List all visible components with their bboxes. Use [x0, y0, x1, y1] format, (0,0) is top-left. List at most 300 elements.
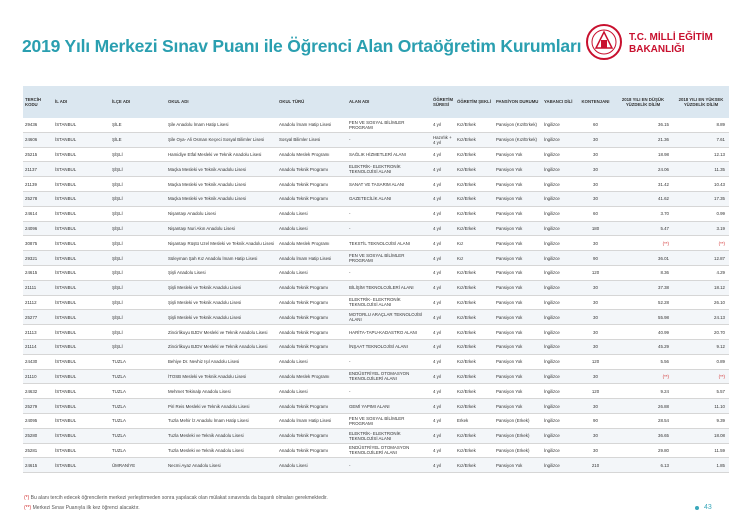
- table-row: [23, 132, 729, 147]
- table-cell: 30: [578, 428, 613, 443]
- table-cell: TUZLA: [110, 413, 166, 428]
- table-cell: İngilizce: [542, 147, 578, 162]
- table-cell: -: [347, 132, 431, 147]
- table-cell: İngilizce: [542, 206, 578, 221]
- table-cell: İSTANBUL: [53, 339, 110, 354]
- table-cell: 9.24: [613, 384, 673, 399]
- table-cell: Necmi Ayaz Anadolu Lisesi: [166, 458, 277, 473]
- table-cell: İSTANBUL: [53, 443, 110, 458]
- table-cell: Kız/Erkek: [455, 369, 494, 384]
- table-cell: Anadolu Teknik Programı: [277, 310, 347, 325]
- table-cell: (**): [673, 236, 729, 251]
- brand-line-1: T.C. MİLLİ EĞİTİM: [629, 32, 713, 43]
- footnote-2: [24, 505, 140, 511]
- table-cell: İSTANBUL: [53, 177, 110, 192]
- table-cell: İngilizce: [542, 458, 578, 473]
- table-cell: 4 yıl: [431, 413, 455, 428]
- table-cell: Anadolu Meslek Programı: [277, 369, 347, 384]
- table-cell: İngilizce: [542, 399, 578, 414]
- table-cell: İSTANBUL: [53, 280, 110, 295]
- table-cell: Kız/Erkek: [455, 191, 494, 206]
- table-cell: Kız/Erkek: [455, 384, 494, 399]
- table-cell: Zincirlikuyu BJDV Mesleki ve Teknik Anadolu Lisesi: [166, 339, 277, 354]
- table-cell: Anadolu Lisesi: [277, 458, 347, 473]
- table-cell: -: [347, 265, 431, 280]
- table-cell: 30: [578, 236, 613, 251]
- column-header: PANSİYON DURUMU: [494, 86, 542, 118]
- table-cell: -: [347, 458, 431, 473]
- table-cell: 3.19: [673, 221, 729, 236]
- table-cell: ELEKTRİK- ELEKTRONİK TEKNOLOJİSİ ALANI: [347, 295, 431, 310]
- column-header: ÖĞRETİM ŞEKLİ: [455, 86, 494, 118]
- table-cell: 4 yıl: [431, 236, 455, 251]
- meb-logo-icon: [584, 22, 624, 62]
- table-cell: Kız/Erkek: [455, 295, 494, 310]
- table-cell: 120: [578, 265, 613, 280]
- table-cell: Pansiyon Yok: [494, 251, 542, 266]
- table-cell: Kız/Erkek: [455, 265, 494, 280]
- table-cell: Pansiyon Yok: [494, 236, 542, 251]
- table-cell: 24095: [23, 413, 53, 428]
- table-cell: İSTANBUL: [53, 251, 110, 266]
- table-cell: 37.38: [613, 280, 673, 295]
- table-cell: 1.85: [673, 458, 729, 473]
- table-cell: Maçka Mesleki ve Teknik Anadolu Lisesi: [166, 177, 277, 192]
- table-cell: Anadolu Teknik Programı: [277, 428, 347, 443]
- table-cell: 30: [578, 132, 613, 147]
- table-cell: 8.36: [613, 265, 673, 280]
- table-cell: ŞİŞLİ: [110, 206, 166, 221]
- table-cell: -: [347, 354, 431, 369]
- table-cell: Pansiyon Yok: [494, 191, 542, 206]
- table-cell: -: [347, 221, 431, 236]
- table-cell: Pansiyon (Erkek): [494, 413, 542, 428]
- table-cell: 4 yıl: [431, 399, 455, 414]
- table-cell: Nişantaşı Nuri Akın Anadolu Lisesi: [166, 221, 277, 236]
- table-cell: 25215: [23, 147, 53, 162]
- table-cell: Kız/Erkek: [455, 118, 494, 132]
- table-cell: 18.12: [673, 280, 729, 295]
- table-row: [23, 221, 729, 236]
- table-cell: İSTANBUL: [53, 221, 110, 236]
- table-row: [23, 265, 729, 280]
- table-cell: 25279: [23, 399, 53, 414]
- table-cell: 18.08: [673, 428, 729, 443]
- table-cell: 24606: [23, 132, 53, 147]
- table-cell: İSTANBUL: [53, 147, 110, 162]
- table-cell: Nişantaşı Anadolu Lisesi: [166, 206, 277, 221]
- table-cell: 41.62: [613, 191, 673, 206]
- table-cell: 30: [578, 280, 613, 295]
- table-cell: İngilizce: [542, 221, 578, 236]
- table-cell: İSTANBUL: [53, 384, 110, 399]
- column-header: YABANCI DİLİ: [542, 86, 578, 118]
- table-cell: İSTANBUL: [53, 265, 110, 280]
- table-cell: İSTANBUL: [53, 118, 110, 132]
- table-cell: 17.35: [673, 191, 729, 206]
- table-cell: ŞİŞLİ: [110, 162, 166, 177]
- table-cell: Anadolu Teknik Programı: [277, 191, 347, 206]
- table-cell: 4 yıl: [431, 265, 455, 280]
- table-cell: 60: [578, 206, 613, 221]
- table-cell: Pansiyon Yok: [494, 177, 542, 192]
- table-cell: Kız/Erkek: [455, 399, 494, 414]
- table-cell: 25277: [23, 310, 53, 325]
- table-cell: 7.61: [673, 132, 729, 147]
- table-cell: İSTANBUL: [53, 310, 110, 325]
- table-cell: 30875: [23, 236, 53, 251]
- table-cell: 4 yıl: [431, 251, 455, 266]
- table-row: [23, 236, 729, 251]
- table-cell: Hazırlık + 4 yıl: [431, 132, 455, 147]
- table-cell: 30: [578, 147, 613, 162]
- table-cell: 4 yıl: [431, 280, 455, 295]
- table-cell: 30: [578, 325, 613, 340]
- table-header-row: [23, 86, 729, 118]
- table-cell: Kız/Erkek: [455, 280, 494, 295]
- table-row: [23, 369, 729, 384]
- table-cell: ŞİŞLİ: [110, 280, 166, 295]
- table-cell: Anadolu Lisesi: [277, 384, 347, 399]
- table-cell: Şişli Mesleki ve Teknik Anadolu Lisesi: [166, 310, 277, 325]
- table-cell: Süleyman Şah Kız Anadolu İmam Hatip Lisesi: [166, 251, 277, 266]
- table-cell: (**): [613, 369, 673, 384]
- table-row: [23, 280, 729, 295]
- schools-table: [23, 86, 729, 473]
- table-cell: TUZLA: [110, 443, 166, 458]
- table-cell: BİLİŞİM TEKNOLOJİLERİ ALANI: [347, 280, 431, 295]
- table-row: [23, 118, 729, 132]
- table-row: [23, 354, 729, 369]
- table-cell: ŞİŞLİ: [110, 265, 166, 280]
- table-cell: 21.36: [613, 132, 673, 147]
- table-cell: FEN VE SOSYAL BİLİMLER PROGRAMI: [347, 251, 431, 266]
- table-cell: Piri Reis Mesleki ve Teknik Anadolu Lisesi: [166, 399, 277, 414]
- table-cell: 24615: [23, 458, 53, 473]
- table-cell: 11.35: [673, 162, 729, 177]
- table-cell: 21112: [23, 295, 53, 310]
- table-cell: İSTANBUL: [53, 132, 110, 147]
- table-cell: İSTANBUL: [53, 236, 110, 251]
- table-cell: ŞİŞLİ: [110, 310, 166, 325]
- table-cell: GAZETECİLİK ALANI: [347, 191, 431, 206]
- table-cell: SAĞLIK HİZMETLERİ ALANI: [347, 147, 431, 162]
- table-cell: Kız: [455, 251, 494, 266]
- table-cell: İngilizce: [542, 354, 578, 369]
- table-row: [23, 206, 729, 221]
- table-cell: 0.99: [673, 206, 729, 221]
- table-cell: Anadolu Meslek Programı: [277, 147, 347, 162]
- table-cell: İngilizce: [542, 280, 578, 295]
- column-header: ÖĞRETİM SÜRESİ: [431, 86, 455, 118]
- table-cell: 36.01: [613, 251, 673, 266]
- table-cell: İngilizce: [542, 132, 578, 147]
- table-cell: 4.29: [673, 265, 729, 280]
- table-cell: İSTANBUL: [53, 191, 110, 206]
- table-cell: Pansiyon Yok: [494, 369, 542, 384]
- table-cell: Pansiyon Yok: [494, 354, 542, 369]
- table-cell: Pansiyon Yok: [494, 206, 542, 221]
- table-cell: 90: [578, 413, 613, 428]
- table-cell: ŞİŞLİ: [110, 339, 166, 354]
- table-cell: İTOSB Mesleki ve Teknik Anadolu Lisesi: [166, 369, 277, 384]
- table-cell: 4 yıl: [431, 162, 455, 177]
- table-cell: Anadolu Teknik Programı: [277, 295, 347, 310]
- table-cell: 28.54: [613, 413, 673, 428]
- table-cell: Kız/Erkek: [455, 325, 494, 340]
- table-cell: 8.89: [673, 118, 729, 132]
- table-cell: TUZLA: [110, 369, 166, 384]
- table-cell: İngilizce: [542, 177, 578, 192]
- table-cell: Pansiyon (Kız/Erkek): [494, 132, 542, 147]
- table-cell: Kız/Erkek: [455, 162, 494, 177]
- table-cell: 6.13: [613, 458, 673, 473]
- table-row: [23, 428, 729, 443]
- table-cell: HARİTA-TAPU-KADASTRO ALANI: [347, 325, 431, 340]
- table-cell: 4 yıl: [431, 118, 455, 132]
- table-cell: 12.87: [673, 251, 729, 266]
- table-cell: İSTANBUL: [53, 399, 110, 414]
- table-cell: 12.13: [673, 147, 729, 162]
- page-dot-icon: [695, 506, 699, 510]
- table-cell: Anadolu İmam Hatip Lisesi: [277, 118, 347, 132]
- table-cell: 24614: [23, 206, 53, 221]
- table-cell: 24096: [23, 221, 53, 236]
- table-row: [23, 147, 729, 162]
- table-cell: Kız/Erkek: [455, 354, 494, 369]
- table-cell: Anadolu Teknik Programı: [277, 399, 347, 414]
- footnote-mark: (**): [24, 505, 32, 511]
- table-cell: 29436: [23, 118, 53, 132]
- table-cell: 20.70: [673, 325, 729, 340]
- table-cell: 11.59: [673, 443, 729, 458]
- table-cell: 5.57: [673, 384, 729, 399]
- table-cell: Pansiyon Yok: [494, 325, 542, 340]
- table-cell: SANAT VE TASARIM ALANI: [347, 177, 431, 192]
- footnote-text: Merkezi Sınav Puanıyla ilk kez öğrenci alacaktır.: [32, 505, 140, 511]
- table-cell: ŞİŞLİ: [110, 177, 166, 192]
- table-cell: 4 yıl: [431, 369, 455, 384]
- table-cell: 30: [578, 339, 613, 354]
- table-cell: İngilizce: [542, 339, 578, 354]
- table-cell: Anadolu Meslek Programı: [277, 236, 347, 251]
- table-cell: İngilizce: [542, 236, 578, 251]
- table-cell: İSTANBUL: [53, 325, 110, 340]
- table-cell: 4 yıl: [431, 339, 455, 354]
- table-cell: 31.42: [613, 177, 673, 192]
- table-cell: 45.29: [613, 339, 673, 354]
- column-header: ALAN ADI: [347, 86, 431, 118]
- table-cell: Anadolu Teknik Programı: [277, 162, 347, 177]
- table-cell: ŞİŞLİ: [110, 221, 166, 236]
- table-cell: Kız/Erkek: [455, 147, 494, 162]
- table-cell: 30: [578, 443, 613, 458]
- table-cell: TUZLA: [110, 384, 166, 399]
- table-cell: 90: [578, 251, 613, 266]
- table-cell: 30: [578, 369, 613, 384]
- table-cell: 21111: [23, 280, 53, 295]
- table-cell: İSTANBUL: [53, 413, 110, 428]
- table-cell: Pansiyon (Erkek): [494, 443, 542, 458]
- table-cell: Anadolu Teknik Programı: [277, 325, 347, 340]
- table-cell: FEN VE SOSYAL BİLİMLER PROGRAMI: [347, 413, 431, 428]
- table-cell: 29.80: [613, 443, 673, 458]
- table-row: [23, 399, 729, 414]
- table-cell: 4 yıl: [431, 191, 455, 206]
- table-cell: Kız/Erkek: [455, 428, 494, 443]
- table-cell: Anadolu Lisesi: [277, 206, 347, 221]
- table-cell: 29321: [23, 251, 53, 266]
- table-cell: ÜMRANİYE: [110, 458, 166, 473]
- table-cell: ŞİŞLİ: [110, 191, 166, 206]
- table-row: [23, 177, 729, 192]
- column-header: KONTENJANI: [578, 86, 613, 118]
- table-cell: İngilizce: [542, 251, 578, 266]
- brand-line-2: BAKANLIĞI: [629, 44, 685, 55]
- table-cell: 4 yıl: [431, 147, 455, 162]
- table-cell: ŞİŞLİ: [110, 325, 166, 340]
- table-cell: Şişli Mesleki ve Teknik Anadolu Lisesi: [166, 280, 277, 295]
- table-cell: 4 yıl: [431, 443, 455, 458]
- table-cell: Erkek: [455, 413, 494, 428]
- table-cell: TEKSTİL TEKNOLOJİSİ ALANI: [347, 236, 431, 251]
- table-cell: 18.98: [613, 147, 673, 162]
- table-cell: 4 yıl: [431, 384, 455, 399]
- table-cell: ŞİLE: [110, 118, 166, 132]
- table-cell: 4 yıl: [431, 458, 455, 473]
- table-cell: Pansiyon Yok: [494, 162, 542, 177]
- column-header: OKUL TÜRÜ: [277, 86, 347, 118]
- table-cell: 36.15: [613, 118, 673, 132]
- table-cell: Anadolu Lisesi: [277, 265, 347, 280]
- table-cell: ELEKTRİK- ELEKTRONİK TEKNOLOJİSİ ALANI: [347, 162, 431, 177]
- table-cell: 210: [578, 458, 613, 473]
- table-cell: İngilizce: [542, 325, 578, 340]
- table-row: [23, 458, 729, 473]
- table-cell: 11.10: [673, 399, 729, 414]
- table-cell: -: [347, 384, 431, 399]
- table-cell: GEMİ YAPIMI ALANI: [347, 399, 431, 414]
- table-cell: 4 yıl: [431, 428, 455, 443]
- table-cell: Anadolu İmam Hatip Lisesi: [277, 413, 347, 428]
- table-cell: Kız/Erkek: [455, 177, 494, 192]
- table-cell: 24.06: [613, 162, 673, 177]
- table-cell: 26.88: [613, 399, 673, 414]
- table-cell: İSTANBUL: [53, 369, 110, 384]
- table-cell: 21139: [23, 177, 53, 192]
- table-cell: Anadolu Teknik Programı: [277, 280, 347, 295]
- table-cell: Şile Oya- Ali Osman Keçeci Sosyal Bilimler Lisesi: [166, 132, 277, 147]
- table-row: [23, 191, 729, 206]
- table-cell: 9.39: [673, 413, 729, 428]
- table-cell: 180: [578, 221, 613, 236]
- table-cell: Kız: [455, 236, 494, 251]
- table-cell: 10.43: [673, 177, 729, 192]
- footnote-1: [24, 495, 328, 501]
- table-cell: 40.99: [613, 325, 673, 340]
- table-row: [23, 384, 729, 399]
- table-cell: 21114: [23, 339, 53, 354]
- table-cell: İNŞAAT TEKNOLOJİSİ ALANI: [347, 339, 431, 354]
- table-cell: Pansiyon Yok: [494, 310, 542, 325]
- table-body: [23, 118, 729, 473]
- table-cell: İngilizce: [542, 118, 578, 132]
- table-cell: Anadolu Teknik Programı: [277, 177, 347, 192]
- table-cell: Şişli Anadolu Lisesi: [166, 265, 277, 280]
- footnote-mark: (*): [24, 495, 30, 501]
- table-cell: Anadolu Lisesi: [277, 354, 347, 369]
- table-cell: Kız/Erkek: [455, 206, 494, 221]
- table-cell: 120: [578, 384, 613, 399]
- table-cell: 36.65: [613, 428, 673, 443]
- table-cell: 4 yıl: [431, 177, 455, 192]
- table-cell: Şişli Mesleki ve Teknik Anadolu Lisesi: [166, 295, 277, 310]
- table-cell: 21110: [23, 369, 53, 384]
- table-cell: Anadolu Lisesi: [277, 221, 347, 236]
- table-cell: 5.56: [613, 354, 673, 369]
- table-cell: Anadolu İmam Hatip Lisesi: [277, 251, 347, 266]
- table-cell: (**): [613, 236, 673, 251]
- table-cell: TUZLA: [110, 354, 166, 369]
- table-cell: Maçka Mesleki ve Teknik Anadolu Lisesi: [166, 162, 277, 177]
- table-cell: 0.89: [673, 354, 729, 369]
- table-cell: 4 yıl: [431, 325, 455, 340]
- table-cell: ŞİŞLİ: [110, 295, 166, 310]
- table-cell: 4 yıl: [431, 206, 455, 221]
- table-cell: Kız/Erkek: [455, 458, 494, 473]
- table-cell: 30: [578, 191, 613, 206]
- table-cell: İngilizce: [542, 413, 578, 428]
- table-cell: 60: [578, 118, 613, 132]
- table-cell: 4 yıl: [431, 354, 455, 369]
- table-cell: İngilizce: [542, 384, 578, 399]
- table-cell: İSTANBUL: [53, 206, 110, 221]
- table-row: [23, 251, 729, 266]
- table-cell: İngilizce: [542, 369, 578, 384]
- table-cell: İSTANBUL: [53, 162, 110, 177]
- table-row: [23, 325, 729, 340]
- table-cell: 5.47: [613, 221, 673, 236]
- table-cell: Pansiyon Yok: [494, 384, 542, 399]
- table-cell: 25278: [23, 191, 53, 206]
- table-cell: 30: [578, 177, 613, 192]
- table-row: [23, 339, 729, 354]
- table-cell: Mehmet Tekinalp Anadolu Lisesi: [166, 384, 277, 399]
- table-cell: 25280: [23, 428, 53, 443]
- table-cell: ŞİŞLİ: [110, 236, 166, 251]
- table-cell: ŞİŞLİ: [110, 251, 166, 266]
- table-cell: Kız/Erkek: [455, 310, 494, 325]
- table-cell: Kız/Erkek: [455, 221, 494, 236]
- table-cell: Tuzla Mesleki ve Teknik Anadolu Lisesi: [166, 428, 277, 443]
- table-cell: TUZLA: [110, 399, 166, 414]
- footnote-text: Bu alanı tercih edecek öğrencilerin merkezi yerleştirmeden sonra yapılacak olan mülakat sınavında da başarılı olmaları gerekmektedir.: [30, 495, 328, 501]
- table-cell: ENDÜSTRİYEL OTOMASYON TEKNOLOJİLERİ ALANI: [347, 443, 431, 458]
- table-cell: 52.28: [613, 295, 673, 310]
- table-cell: MOTORLU ARAÇLAR TEKNOLOJİSİ ALANI: [347, 310, 431, 325]
- column-header: İL ADI: [53, 86, 110, 118]
- table-cell: Pansiyon Yok: [494, 399, 542, 414]
- table-cell: 30: [578, 310, 613, 325]
- table-cell: TUZLA: [110, 428, 166, 443]
- table-row: [23, 413, 729, 428]
- table-cell: Nişantaşı Rüştü Uzel Mesleki ve Teknik Anadolu Lisesi: [166, 236, 277, 251]
- table-cell: Anadolu Teknik Programı: [277, 339, 347, 354]
- table-cell: Zincirlikuyu BJDV Mesleki ve Teknik Anadolu Lisesi: [166, 325, 277, 340]
- table-cell: Pansiyon Yok: [494, 339, 542, 354]
- table-row: [23, 310, 729, 325]
- column-header: 2018 YILI EN YÜKSEK YÜZDELİK DİLİM: [673, 86, 729, 118]
